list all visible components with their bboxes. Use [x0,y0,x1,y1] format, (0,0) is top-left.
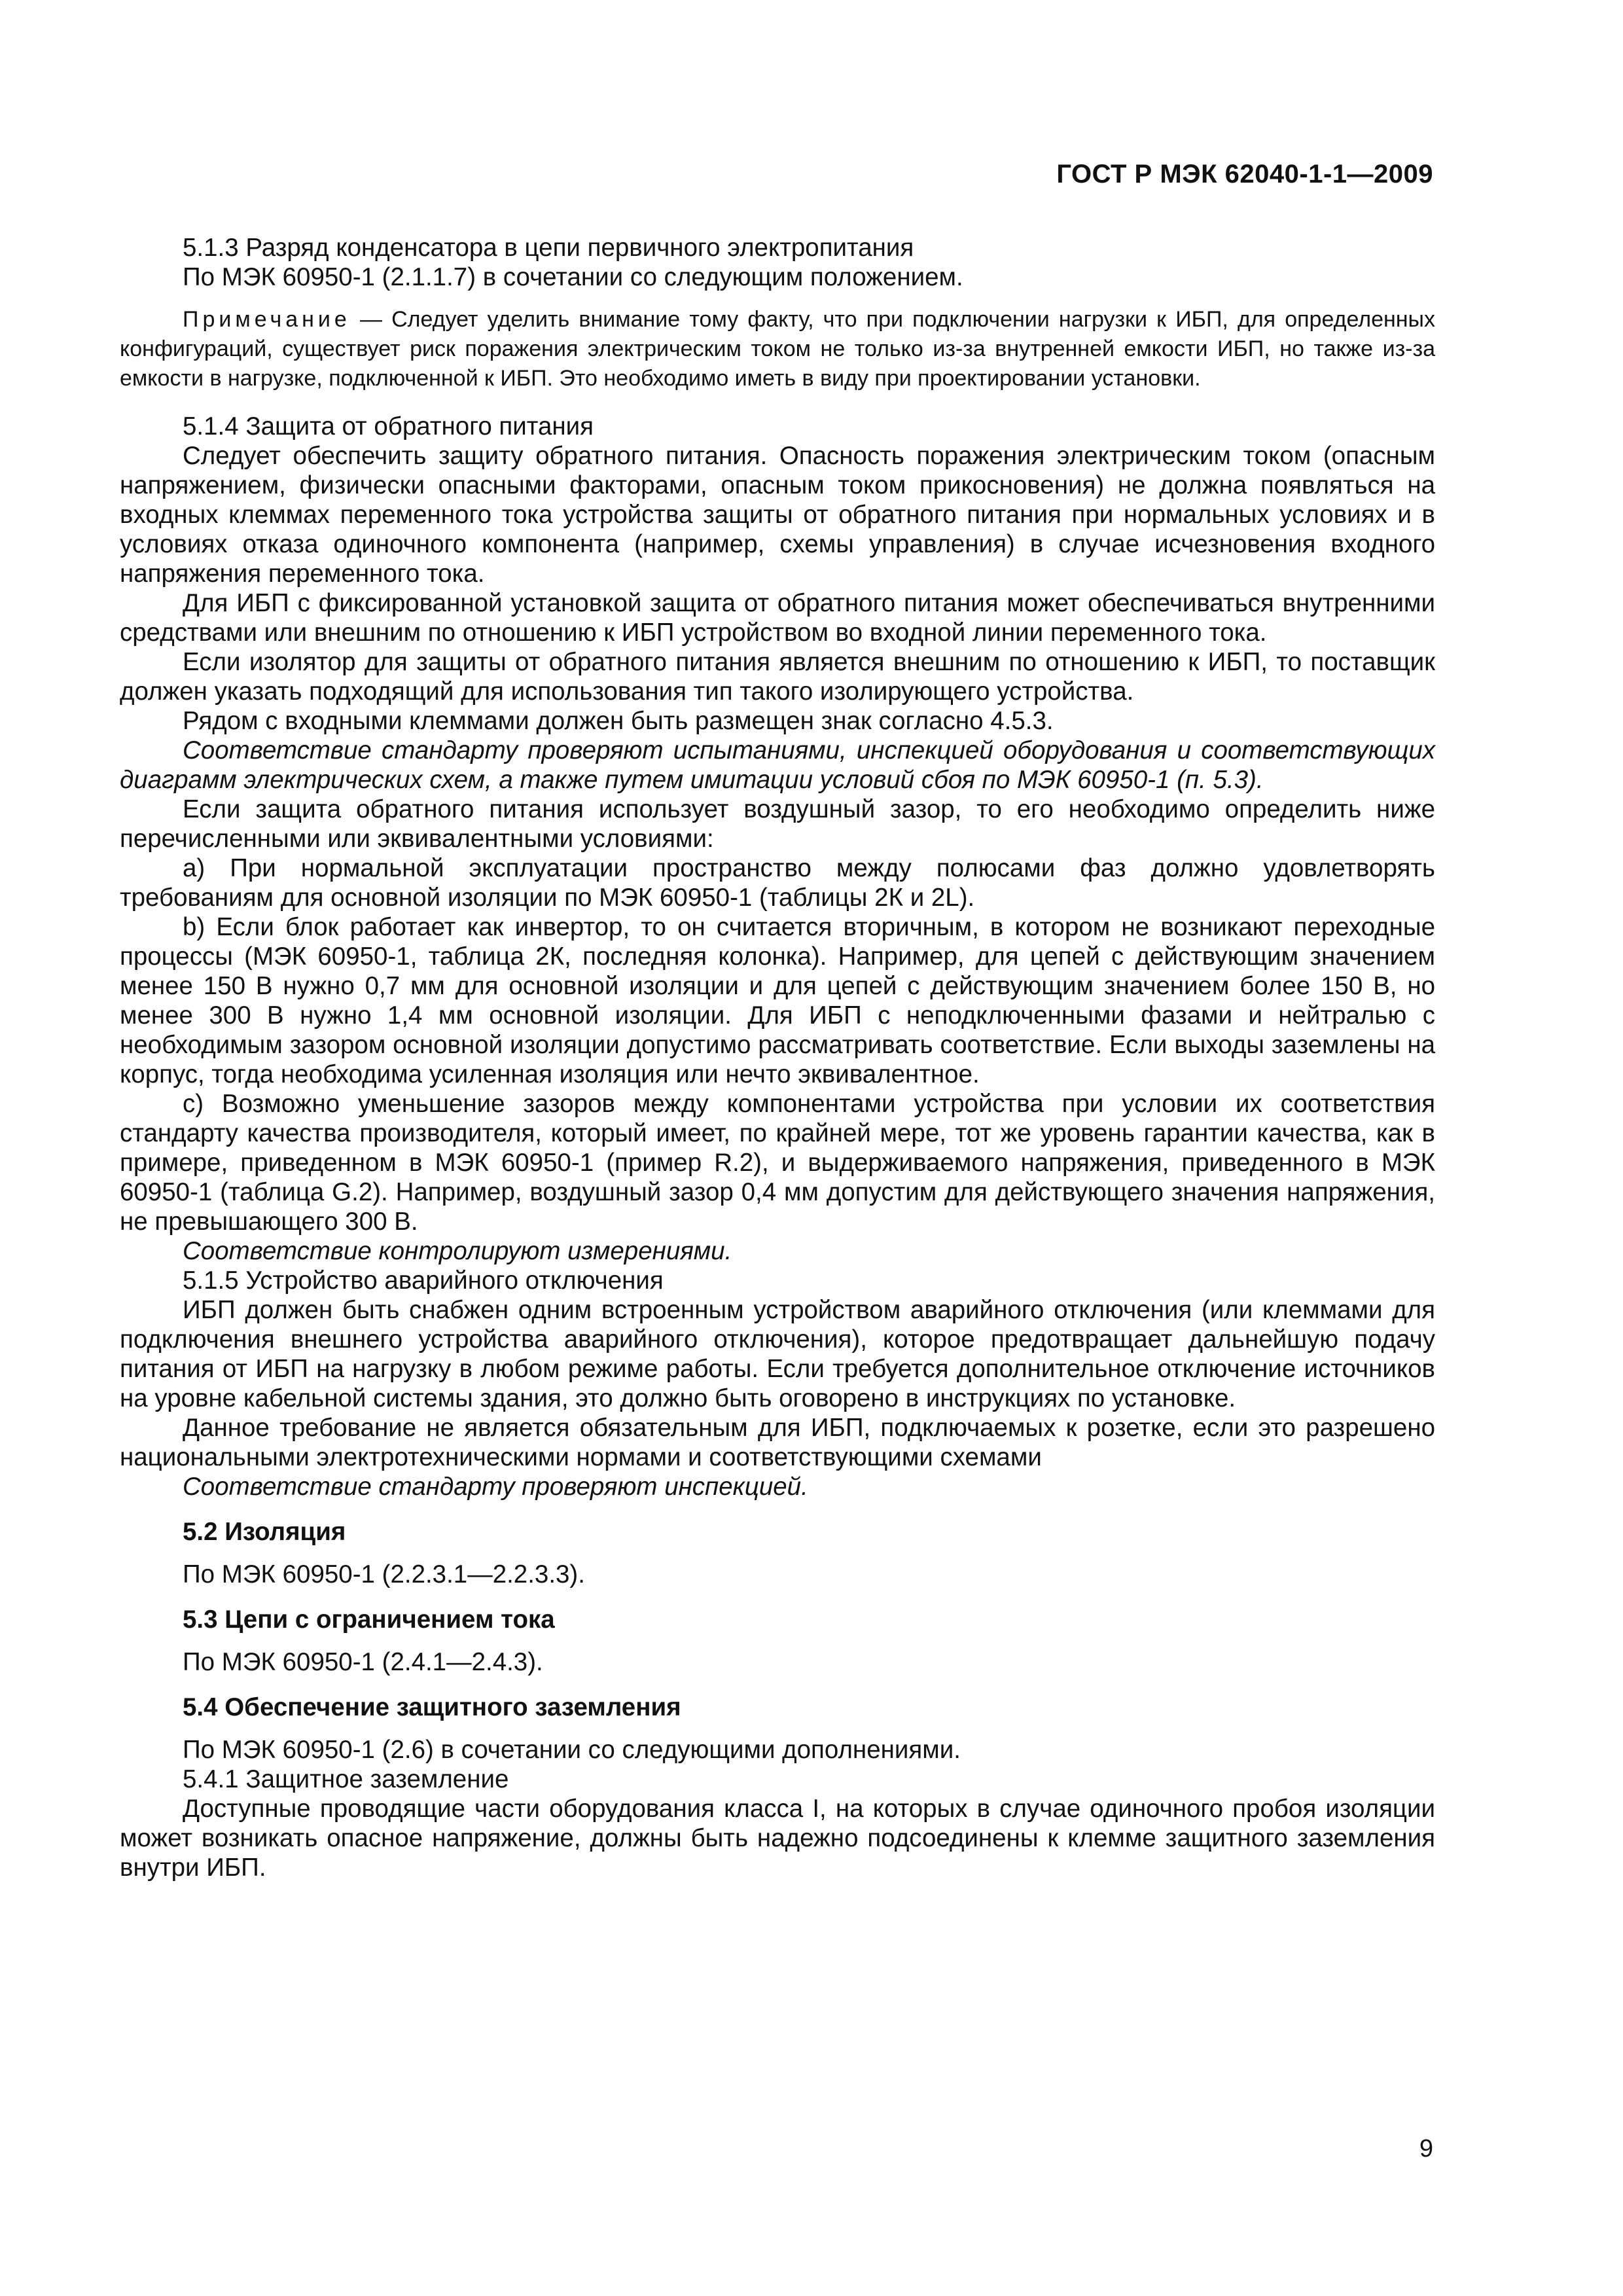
section-5-4-heading: 5.4 Обеспечение защитного заземления [183,1693,681,1721]
section-5-1-5-compliance: Соответствие стандарту проверяют инспекцией. [183,1473,808,1501]
section-5-1-4-paragraph-6: Если защита обратного питания использует воздушный зазор, то его необходимо определить ниже перечисленными или эквивалентными условиями: [120,795,1435,853]
document-body [120,233,1435,1882]
list-item-c: с) Возможно уменьшение зазоров между компонентами устройства при условии их соответствия стандарту качества производителя, который имеет, по крайней мере, тот же уровень гарантии качества, как в примере, приведенном в МЭК 60950-1 (пример R.2), и выдерживаемого напряжения, приведенного в МЭК 60950-1 (таблица G.2). Например, воздушный зазор 0,4 мм допустим для действующего значения напряжения, не превышающего 300 В. [120,1090,1435,1236]
section-5-1-3-title: 5.1.3 Разряд конденсатора в цепи первичного электропитания [183,234,914,262]
section-5-1-4-compliance-2: Соответствие контролируют измерениями. [183,1237,732,1265]
page-number: 9 [1419,2135,1433,2162]
section-5-4-1-title: 5.4.1 Защитное заземление [183,1765,509,1793]
section-5-4-1-paragraph: Доступные проводящие части оборудования класса I, на которых в случае одиночного пробоя изоляции может возникать опасное напряжение, должны быть надежно подсоединены к клемме защитного заземления внутри ИБП. [120,1795,1435,1882]
section-5-2-paragraph: По МЭК 60950-1 (2.2.3.1—2.2.3.3). [183,1560,585,1588]
note-paragraph [120,305,1435,393]
section-5-1-4-paragraph-2: Для ИБП с фиксированной установкой защита от обратного питания может обеспечиваться внутренними средствами или внешним по отношению к ИБП устройством во входной линии переменного тока. [120,589,1435,647]
section-5-1-4-paragraph-4: Рядом с входными клеммами должен быть размещен знак согласно 4.5.3. [183,707,1054,735]
note-text: — Следует уделить внимание тому факту, что при подключении нагрузки к ИБП, для определенных конфигураций, существует риск поражения электрическим током не только из-за внутренней емкости ИБП, но также из-за емкости в нагрузке, подключенной к ИБП. Это необходимо иметь в виду при проектировании установки. [120,307,1435,391]
section-5-1-4-compliance-1: Соответствие стандарту проверяют испытаниями, инспекцией оборудования и соответствующих диаграмм электрических схем, а также путем имитации условий сбоя по МЭК 60950-1 (п. 5.3). [120,736,1435,794]
document-code-header: ГОСТ Р МЭК 62040-1-1—2009 [1056,160,1433,188]
note-lead: Примечание [183,307,351,332]
section-5-1-5-paragraph-2: Данное требование не является обязательным для ИБП, подключаемых к розетке, если это разрешено национальными электротехническими нормами и соответствующими схемами [120,1414,1435,1471]
section-5-2-heading: 5.2 Изоляция [183,1518,346,1546]
list-item-a: а) При нормальной эксплуатации пространство между полюсами фаз должно удовлетворять требованиям для основной изоляции по МЭК 60950-1 (таблицы 2К и 2L). [120,854,1435,912]
section-5-1-5-paragraph-1: ИБП должен быть снабжен одним встроенным устройством аварийного отключения (или клеммами для подключения внешнего устройства аварийного отключения), которое предотвращает дальнейшую подачу питания от ИБП на нагрузку в любом режиме работы. Если требуется дополнительное отключение источников на уровне кабельной системы здания, это должно быть оговорено в инструкциях по установке. [120,1296,1435,1412]
section-5-1-3-paragraph: По МЭК 60950-1 (2.1.1.7) в сочетании со следующим положением. [183,263,963,291]
section-5-4-paragraph: По МЭК 60950-1 (2.6) в сочетании со следующими дополнениями. [183,1736,961,1764]
section-5-1-4-title: 5.1.4 Защита от обратного питания [183,412,594,440]
section-5-1-4-paragraph-1: Следует обеспечить защиту обратного питания. Опасность поражения электрическим током (опасным напряжением, физически опасными факторами, опасным током прикосновения) не должна появляться на входных клеммах переменного тока устройства защиты от обратного питания при нормальных условиях и в условиях отказа одиночного компонента (например, схемы управления) в случае исчезновения входного напряжения переменного тока. [120,442,1435,588]
list-item-b: b) Если блок работает как инвертор, то он считается вторичным, в котором не возникают переходные процессы (МЭК 60950-1, таблица 2К, последняя колонка). Например, для цепей с действующим значением менее 150 В нужно 0,7 мм для основной изоляции и для цепей с действующим значением более 150 В, но менее 300 В нужно 1,4 мм основной изоляции. Для ИБП с неподключенными фазами и нейтралью с необходимым зазором основной изоляции допустимо рассматривать соответствие. Если выходы заземлены на корпус, тогда необходима усиленная изоляция или нечто эквивалентное. [120,913,1435,1088]
section-5-1-5-title: 5.1.5 Устройство аварийного отключения [183,1266,664,1295]
section-5-3-paragraph: По МЭК 60950-1 (2.4.1—2.4.3). [183,1648,543,1676]
section-5-1-4-paragraph-3: Если изолятор для защиты от обратного питания является внешним по отношению к ИБП, то поставщик должен указать подходящий для использования тип такого изолирующего устройства. [120,648,1435,706]
section-5-3-heading: 5.3 Цепи с ограничением тока [183,1605,555,1634]
